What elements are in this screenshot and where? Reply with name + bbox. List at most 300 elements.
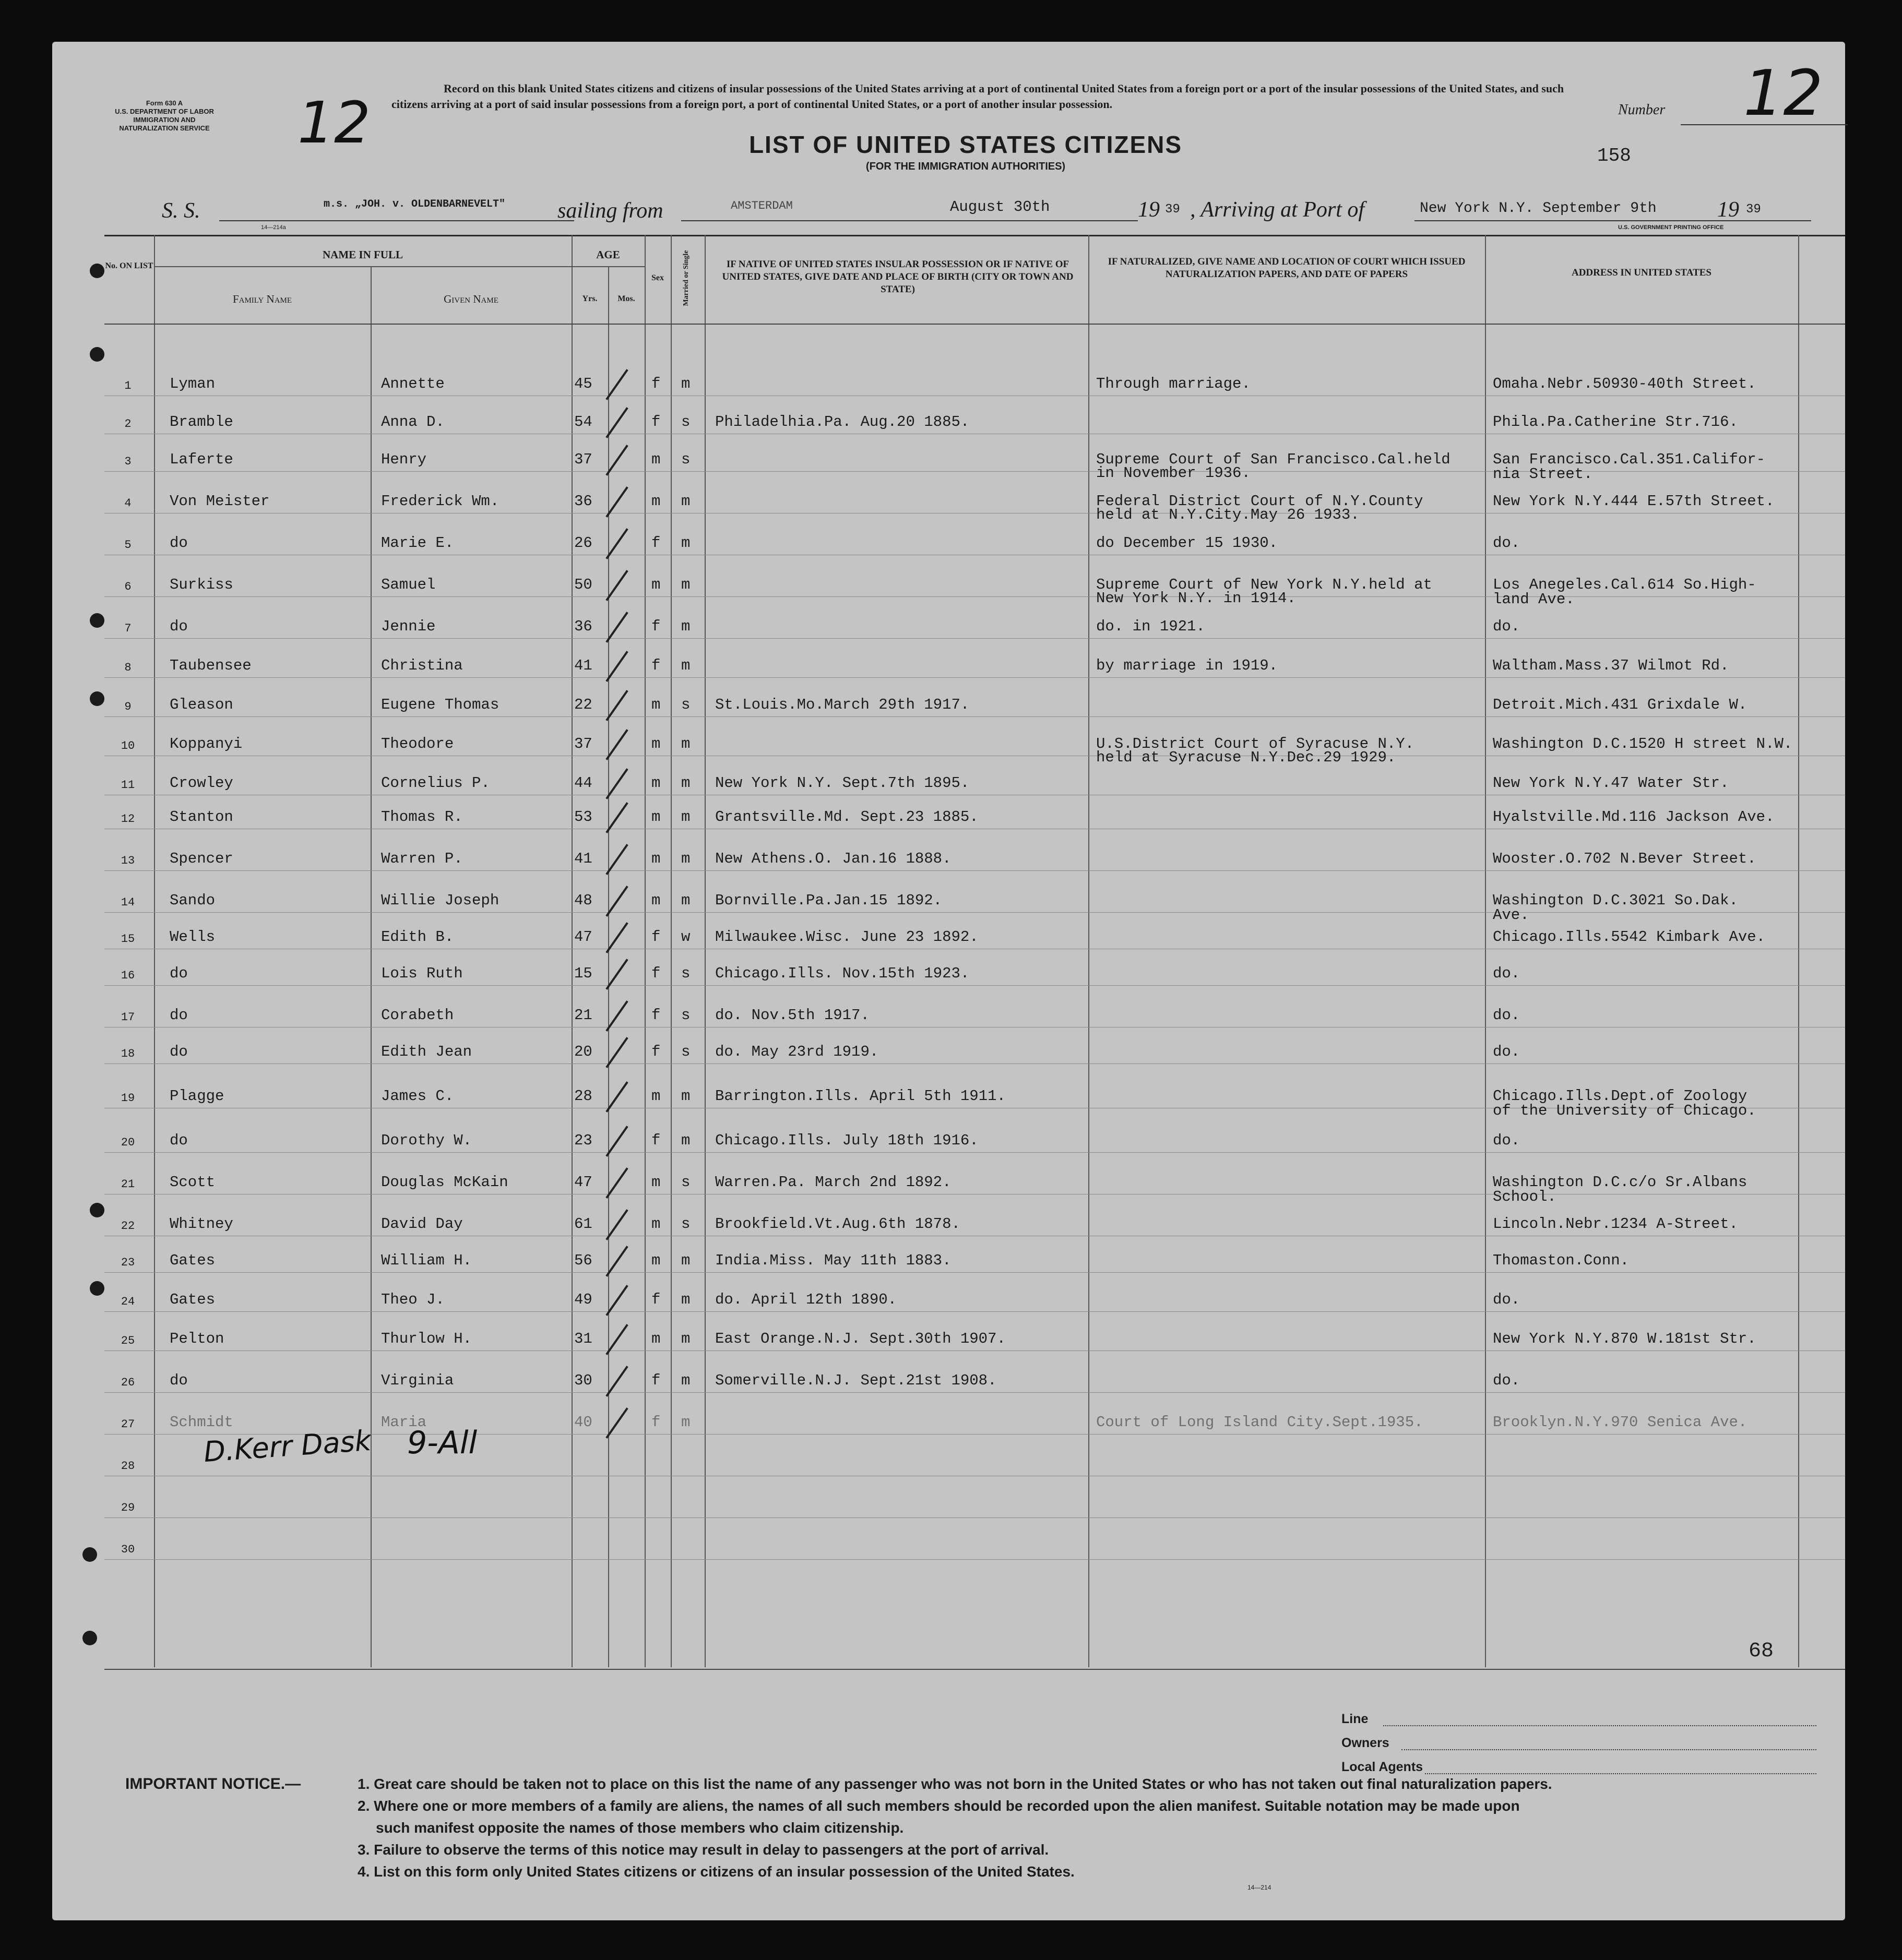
marital-status: m xyxy=(681,1291,691,1308)
given-name: Theo J. xyxy=(381,1291,445,1308)
birth-place-date: Chicago.Ills. July 18th 1916. xyxy=(715,1132,979,1149)
naturalization-line-1: do December 15 1930. xyxy=(1096,534,1278,552)
handwritten-number-right: 12 xyxy=(1743,57,1823,130)
address-line-1: Chicago.Ills.5542 Kimbark Ave. xyxy=(1493,928,1766,946)
address-line-2: Ave. xyxy=(1493,906,1529,924)
punch-hole xyxy=(90,691,104,706)
col-name-header: NAME IN FULL xyxy=(322,248,403,261)
given-name: William H. xyxy=(381,1252,472,1269)
age-years: 56 xyxy=(574,1252,592,1269)
address-line-1: Wooster.O.702 N.Bever Street. xyxy=(1493,850,1756,867)
form-id xyxy=(104,99,224,133)
col-family-header: Family Name xyxy=(232,293,292,305)
col-yrs-header: Yrs. xyxy=(582,294,598,303)
departure-date: August 30th xyxy=(950,198,1050,216)
stamp-number: 158 xyxy=(1597,145,1631,166)
row-rule xyxy=(104,1152,1845,1153)
sex: m xyxy=(651,892,661,909)
naturalization-line-1: Supreme Court of San Francisco.Cal.held xyxy=(1096,451,1451,468)
marital-status: m xyxy=(681,534,691,552)
rule-given xyxy=(572,235,573,1667)
address-line-1: Detroit.Mich.431 Grixdale W. xyxy=(1493,696,1748,713)
rule-name-sub xyxy=(154,266,645,267)
family-name: Bramble xyxy=(170,413,233,431)
marital-status: s xyxy=(681,1043,691,1060)
marital-status: s xyxy=(681,1174,691,1191)
sex: f xyxy=(651,375,661,392)
address-line-1: do. xyxy=(1493,534,1520,552)
family-name: do xyxy=(170,965,188,982)
owners-label: Owners xyxy=(1341,1736,1389,1750)
punch-hole xyxy=(90,613,104,628)
rule-mos xyxy=(645,235,646,1667)
given-name: Jennie xyxy=(381,618,436,635)
age-years: 47 xyxy=(574,1174,592,1191)
sex: f xyxy=(651,618,661,635)
given-name: Thomas R. xyxy=(381,808,463,826)
row-number: 12 xyxy=(121,812,135,826)
given-name: Thurlow H. xyxy=(381,1330,472,1347)
family-name: Plagge xyxy=(170,1087,224,1105)
row-number: 23 xyxy=(121,1256,135,1269)
sex: f xyxy=(651,1132,661,1149)
col-naturalized-header: IF NATURALIZED, GIVE NAME AND LOCATION OF COURT WHICH ISSUED NATURALIZATION PAPERS, AND DATE OF PAPERS xyxy=(1108,256,1466,280)
handwritten-number-left: 12 xyxy=(298,89,371,156)
punch-hole xyxy=(82,1631,97,1645)
row-number: 10 xyxy=(121,739,135,752)
marital-status: m xyxy=(681,1372,691,1389)
printing-office: U.S. GOVERNMENT PRINTING OFFICE xyxy=(1618,224,1724,231)
row-number: 3 xyxy=(124,455,132,468)
row-number: 16 xyxy=(121,969,135,982)
age-years: 49 xyxy=(574,1291,592,1308)
ss-label: S. S. xyxy=(162,199,200,223)
family-name: Gates xyxy=(170,1291,216,1308)
given-name: Frederick Wm. xyxy=(381,493,500,510)
row-number: 28 xyxy=(121,1460,135,1473)
address-line-1: do. xyxy=(1493,1372,1520,1389)
port-of-departure: AMSTERDAM xyxy=(731,199,793,212)
number-label: Number xyxy=(1618,102,1666,118)
marital-status: m xyxy=(681,657,691,674)
marital-status: m xyxy=(681,1132,691,1149)
ship-name: m.s. „JOH. v. OLDENBARNEVELT" xyxy=(324,198,506,210)
notice-item-2b: such manifest opposite the names of those members who claim citizenship. xyxy=(376,1820,904,1836)
col-given-header: Given Name xyxy=(444,293,498,305)
sex: m xyxy=(651,1174,661,1191)
form-instructions: Record on this blank United States citizens and citizens of insular possessions of the United States arriving at a port of continental United States from a foreign port or a port of the insular possessions of the United States, and such citizens arriving at a port of said insular possessions from a foreign port, a port of continental United States, or a port of another insular possession. xyxy=(391,82,1564,111)
given-name: Douglas McKain xyxy=(381,1174,508,1191)
age-years: 44 xyxy=(574,774,592,792)
sex: f xyxy=(651,1007,661,1024)
naturalization-line-1: Supreme Court of New York N.Y.held at xyxy=(1096,576,1432,593)
rule-address xyxy=(1798,235,1799,1667)
given-name: Christina xyxy=(381,657,463,674)
birth-place-date: Brookfield.Vt.Aug.6th 1878. xyxy=(715,1215,960,1233)
marital-status: s xyxy=(681,696,691,713)
birth-place-date: Grantsville.Md. Sept.23 1885. xyxy=(715,808,979,826)
row-number: 4 xyxy=(124,497,132,510)
address-line-1: do. xyxy=(1493,1291,1520,1308)
signature-mark: 9-All xyxy=(407,1425,478,1461)
birth-place-date: New Athens.O. Jan.16 1888. xyxy=(715,850,952,867)
birth-place-date: Milwaukee.Wisc. June 23 1892. xyxy=(715,928,979,946)
family-name: do xyxy=(170,1043,188,1060)
age-years: 22 xyxy=(574,696,592,713)
family-name: Wells xyxy=(170,928,216,946)
age-years: 28 xyxy=(574,1087,592,1105)
marital-status: m xyxy=(681,1252,691,1269)
sex: f xyxy=(651,1291,661,1308)
port-of-arrival: New York N.Y. September 9th xyxy=(1420,200,1657,217)
row-number: 2 xyxy=(124,417,132,431)
given-name: Samuel xyxy=(381,576,436,593)
birth-place-date: India.Miss. May 11th 1883. xyxy=(715,1252,952,1269)
punch-hole xyxy=(90,264,104,278)
family-name: do xyxy=(170,1007,188,1024)
sex: m xyxy=(651,1330,661,1347)
rule-header-bottom xyxy=(104,324,1845,325)
address-line-1: do. xyxy=(1493,1007,1520,1024)
birth-place-date: Somerville.N.J. Sept.21st 1908. xyxy=(715,1372,997,1389)
page-number: 68 xyxy=(1749,1640,1774,1663)
marital-status: m xyxy=(681,774,691,792)
given-name: Virginia xyxy=(381,1372,454,1389)
marital-status: m xyxy=(681,493,691,510)
punch-hole xyxy=(90,1203,104,1217)
age-years: 48 xyxy=(574,892,592,909)
birth-place-date: New York N.Y. Sept.7th 1895. xyxy=(715,774,970,792)
family-name: Scott xyxy=(170,1174,216,1191)
row-number: 7 xyxy=(124,622,132,635)
age-years: 15 xyxy=(574,965,592,982)
sex: m xyxy=(651,451,661,468)
family-name: Gleason xyxy=(170,696,233,713)
given-name: Lois Ruth xyxy=(381,965,463,982)
sex: m xyxy=(651,576,661,593)
service-line-2: NATURALIZATION SERVICE xyxy=(119,124,210,132)
family-name: Schmidt xyxy=(170,1414,233,1431)
row-rule xyxy=(104,985,1845,986)
marital-status: s xyxy=(681,413,691,431)
given-name: Annette xyxy=(381,375,445,392)
marital-status: s xyxy=(681,451,691,468)
birth-place-date: East Orange.N.J. Sept.30th 1907. xyxy=(715,1330,1006,1347)
row-number: 5 xyxy=(124,539,132,552)
family-name: Taubensee xyxy=(170,657,252,674)
age-years: 40 xyxy=(574,1414,592,1431)
family-name: do xyxy=(170,618,188,635)
rule-naturalized xyxy=(1485,235,1486,1667)
family-name: Surkiss xyxy=(170,576,233,593)
row-number: 6 xyxy=(124,580,132,593)
row-rule xyxy=(104,1559,1845,1560)
punch-hole xyxy=(82,1547,97,1562)
family-name: Stanton xyxy=(170,808,233,826)
row-number: 11 xyxy=(121,779,135,792)
naturalization-line-1: Through marriage. xyxy=(1096,375,1251,392)
given-name: Theodore xyxy=(381,735,454,752)
address-line-1: San Francisco.Cal.351.Califor- xyxy=(1493,451,1766,468)
given-name: Eugene Thomas xyxy=(381,696,500,713)
year-suffix-2: 39 xyxy=(1746,202,1761,217)
row-number: 20 xyxy=(121,1136,135,1149)
address-line-1: do. xyxy=(1493,1132,1520,1149)
address-line-1: Lincoln.Nebr.1234 A-Street. xyxy=(1493,1215,1738,1233)
col-address-header: ADDRESS IN UNITED STATES xyxy=(1571,267,1711,278)
service-line-1: IMMIGRATION AND xyxy=(133,116,196,124)
birth-place-date: Bornville.Pa.Jan.15 1892. xyxy=(715,892,943,909)
row-number: 25 xyxy=(121,1334,135,1347)
family-name: Gates xyxy=(170,1252,216,1269)
address-line-1: do. xyxy=(1493,618,1520,635)
row-rule xyxy=(104,1311,1845,1312)
sex: m xyxy=(651,735,661,752)
family-name: do xyxy=(170,1132,188,1149)
given-name: Willie Joseph xyxy=(381,892,500,909)
naturalization-line-2: in November 1936. xyxy=(1096,464,1251,482)
row-number: 9 xyxy=(124,700,132,713)
row-rule xyxy=(104,870,1845,871)
given-name: Edith Jean xyxy=(381,1043,472,1060)
col-married-header: Married or Single xyxy=(682,250,690,306)
notice-item-3: 3. Failure to observe the terms of this notice may result in delay to passengers at the port of arrival. xyxy=(358,1842,1049,1858)
row-number: 27 xyxy=(121,1418,135,1431)
age-years: 36 xyxy=(574,618,592,635)
marital-status: m xyxy=(681,808,691,826)
line-field xyxy=(1383,1725,1816,1726)
address-line-1: Washington D.C.3021 So.Dak. xyxy=(1493,892,1738,909)
manifest-sheet xyxy=(52,42,1845,1920)
sex: m xyxy=(651,850,661,867)
family-name: Crowley xyxy=(170,774,233,792)
sex: f xyxy=(651,928,661,946)
age-years: 41 xyxy=(574,850,592,867)
agents-label: Local Agents xyxy=(1341,1760,1423,1774)
birth-place-date: Philadelhia.Pa. Aug.20 1885. xyxy=(715,413,970,431)
address-line-1: Washington D.C.1520 H street N.W. xyxy=(1493,735,1793,752)
page-subtitle: (FOR THE IMMIGRATION AUTHORITIES) xyxy=(865,161,1066,172)
given-name: Henry xyxy=(381,451,427,468)
year-suffix: 39 xyxy=(1165,202,1180,217)
row-number: 21 xyxy=(121,1178,135,1191)
age-years: 23 xyxy=(574,1132,592,1149)
row-number: 15 xyxy=(121,933,135,946)
row-rule xyxy=(104,1063,1845,1064)
sex: f xyxy=(651,413,661,431)
signature: D.Kerr Dask xyxy=(203,1424,372,1469)
year-line xyxy=(1717,220,1811,221)
marital-status: m xyxy=(681,850,691,867)
col-birth-header: IF NATIVE OF UNITED STATES INSULAR POSSESSION OR IF NATIVE OF UNITED STATES, GIVE DATE AND PLACE OF BIRTH (CITY OR TOWN AND STATE) xyxy=(722,259,1074,295)
age-years: 50 xyxy=(574,576,592,593)
department-name: U.S. DEPARTMENT OF LABOR xyxy=(115,107,214,115)
age-years: 54 xyxy=(574,413,592,431)
sailing-line xyxy=(681,220,994,221)
sex: f xyxy=(651,965,661,982)
family-name: do xyxy=(170,1372,188,1389)
row-rule xyxy=(104,596,1845,597)
rule-yrs xyxy=(608,266,609,1667)
address-line-1: New York N.Y.47 Water Str. xyxy=(1493,774,1729,792)
birth-place-date: do. May 23rd 1919. xyxy=(715,1043,879,1060)
row-number: 19 xyxy=(121,1092,135,1105)
given-name: Dorothy W. xyxy=(381,1132,472,1149)
marital-status: m xyxy=(681,892,691,909)
row-number: 18 xyxy=(121,1047,135,1060)
family-name: Spencer xyxy=(170,850,233,867)
given-name: Corabeth xyxy=(381,1007,454,1024)
row-number: 17 xyxy=(121,1011,135,1024)
row-number: 24 xyxy=(121,1295,135,1308)
age-years: 36 xyxy=(574,493,592,510)
age-years: 20 xyxy=(574,1043,592,1060)
address-line-1: Los Anegeles.Cal.614 So.High- xyxy=(1493,576,1756,593)
marital-status: m xyxy=(681,618,691,635)
small-code: 14—214a xyxy=(261,224,286,231)
marital-status: m xyxy=(681,375,691,392)
arriving-label: , Arriving at Port of xyxy=(1190,198,1365,222)
family-name: Sando xyxy=(170,892,216,909)
sex: m xyxy=(651,1252,661,1269)
family-name: do xyxy=(170,534,188,552)
rule-sex xyxy=(671,235,672,1667)
marital-status: s xyxy=(681,1007,691,1024)
marital-status: m xyxy=(681,1087,691,1105)
family-name: Koppanyi xyxy=(170,735,243,752)
notice-item-1: 1. Great care should be taken not to place on this list the name of any passenger who was not born in the United States or who has not taken out final naturalization papers. xyxy=(358,1776,1552,1792)
row-number: 14 xyxy=(121,896,135,909)
family-name: Von Meister xyxy=(170,493,270,510)
sex: f xyxy=(651,534,661,552)
row-number: 26 xyxy=(121,1376,135,1389)
naturalization-line-1: U.S.District Court of Syracuse N.Y. xyxy=(1096,735,1414,752)
age-years: 31 xyxy=(574,1330,592,1347)
row-number: 22 xyxy=(121,1220,135,1233)
address-line-1: Brooklyn.N.Y.970 Senica Ave. xyxy=(1493,1414,1748,1431)
age-years: 21 xyxy=(574,1007,592,1024)
age-years: 37 xyxy=(574,735,592,752)
form-number: Form 630 A xyxy=(146,99,183,107)
age-years: 45 xyxy=(574,375,592,392)
row-number: 1 xyxy=(124,379,132,392)
naturalization-line-1: do. in 1921. xyxy=(1096,618,1205,635)
rule-birth xyxy=(1088,235,1089,1667)
marital-status: m xyxy=(681,1414,691,1431)
arrival-line xyxy=(1414,220,1728,221)
row-rule xyxy=(104,1272,1845,1273)
line-label: Line xyxy=(1341,1712,1369,1726)
row-rule xyxy=(104,716,1845,717)
age-years: 30 xyxy=(574,1372,592,1389)
age-years: 41 xyxy=(574,657,592,674)
birth-place-date: Chicago.Ills. Nov.15th 1923. xyxy=(715,965,970,982)
age-years: 26 xyxy=(574,534,592,552)
address-line-1: Hyalstville.Md.116 Jackson Ave. xyxy=(1493,808,1775,826)
marital-status: s xyxy=(681,1215,691,1233)
notice-item-4: 4. List on this form only United States citizens or citizens of an insular possession of the United States. xyxy=(358,1863,1075,1880)
age-years: 37 xyxy=(574,451,592,468)
row-rule xyxy=(104,1517,1845,1518)
row-number: 30 xyxy=(121,1543,135,1556)
address-line-2: land Ave. xyxy=(1493,591,1575,608)
row-rule xyxy=(104,638,1845,639)
owners-field xyxy=(1401,1749,1816,1750)
sailing-label: sailing from xyxy=(557,199,663,223)
sex: f xyxy=(651,1414,661,1431)
col-mos-header: Mos. xyxy=(617,294,635,303)
year-prefix-2: 19 xyxy=(1717,198,1739,222)
row-rule xyxy=(104,912,1845,913)
naturalization-line-2: held at N.Y.City.May 26 1933. xyxy=(1096,506,1360,523)
date-line xyxy=(950,220,1138,221)
marital-status: m xyxy=(681,1330,691,1347)
naturalization-line-1: Court of Long Island City.Sept.1935. xyxy=(1096,1414,1423,1431)
address-line-1: New York N.Y.870 W.181st Str. xyxy=(1493,1330,1756,1347)
col-no-header: No. ON LIST xyxy=(105,261,153,270)
rule-family xyxy=(371,266,372,1667)
given-name: Edith B. xyxy=(381,928,454,946)
given-name: Anna D. xyxy=(381,413,445,431)
address-line-1: Waltham.Mass.37 Wilmot Rd. xyxy=(1493,657,1729,674)
naturalization-line-2: held at Syracuse N.Y.Dec.29 1929. xyxy=(1096,749,1396,766)
marital-status: m xyxy=(681,735,691,752)
marital-status: w xyxy=(681,928,691,946)
family-name: Whitney xyxy=(170,1215,233,1233)
sex: m xyxy=(651,493,661,510)
given-name: Maria xyxy=(381,1414,427,1431)
col-sex-header: Sex xyxy=(651,273,664,282)
sex: m xyxy=(651,696,661,713)
family-name: Lyman xyxy=(170,375,216,392)
punch-hole xyxy=(90,347,104,362)
sex: m xyxy=(651,1087,661,1105)
address-line-1: Omaha.Nebr.50930-40th Street. xyxy=(1493,375,1756,392)
notice-title: IMPORTANT NOTICE.— xyxy=(125,1775,301,1792)
birth-place-date: do. April 12th 1890. xyxy=(715,1291,897,1308)
address-line-1: Washington D.C.c/o Sr.Albans xyxy=(1493,1174,1748,1191)
sex: m xyxy=(651,808,661,826)
punch-hole xyxy=(90,1281,104,1296)
address-line-1: do. xyxy=(1493,1043,1520,1060)
row-rule xyxy=(104,677,1845,678)
ship-line xyxy=(219,220,574,221)
address-line-1: Thomaston.Conn. xyxy=(1493,1252,1630,1269)
naturalization-line-1: by marriage in 1919. xyxy=(1096,657,1278,674)
birth-place-date: do. Nov.5th 1917. xyxy=(715,1007,870,1024)
sex: m xyxy=(651,1215,661,1233)
row-number: 8 xyxy=(124,661,132,674)
sex: f xyxy=(651,1043,661,1060)
row-rule xyxy=(104,1392,1845,1393)
birth-place-date: Warren.Pa. March 2nd 1892. xyxy=(715,1174,952,1191)
given-name: Marie E. xyxy=(381,534,454,552)
row-number: 13 xyxy=(121,854,135,867)
birth-place-date: St.Louis.Mo.March 29th 1917. xyxy=(715,696,970,713)
year-prefix: 19 xyxy=(1138,198,1160,222)
notice-item-2a: 2. Where one or more members of a family are aliens, the names of all such members should be recorded upon the alien manifest. Suitable notation may be made upon xyxy=(358,1798,1520,1814)
address-line-1: New York N.Y.444 E.57th Street. xyxy=(1493,493,1775,510)
rule-no xyxy=(154,235,155,1667)
sex: f xyxy=(651,657,661,674)
sex: m xyxy=(651,774,661,792)
address-line-1: Phila.Pa.Catherine Str.716. xyxy=(1493,413,1738,431)
address-line-1: do. xyxy=(1493,965,1520,982)
rule-married xyxy=(705,235,706,1667)
address-line-2: nia Street. xyxy=(1493,465,1593,483)
age-years: 53 xyxy=(574,808,592,826)
naturalization-line-1: Federal District Court of N.Y.County xyxy=(1096,493,1423,510)
